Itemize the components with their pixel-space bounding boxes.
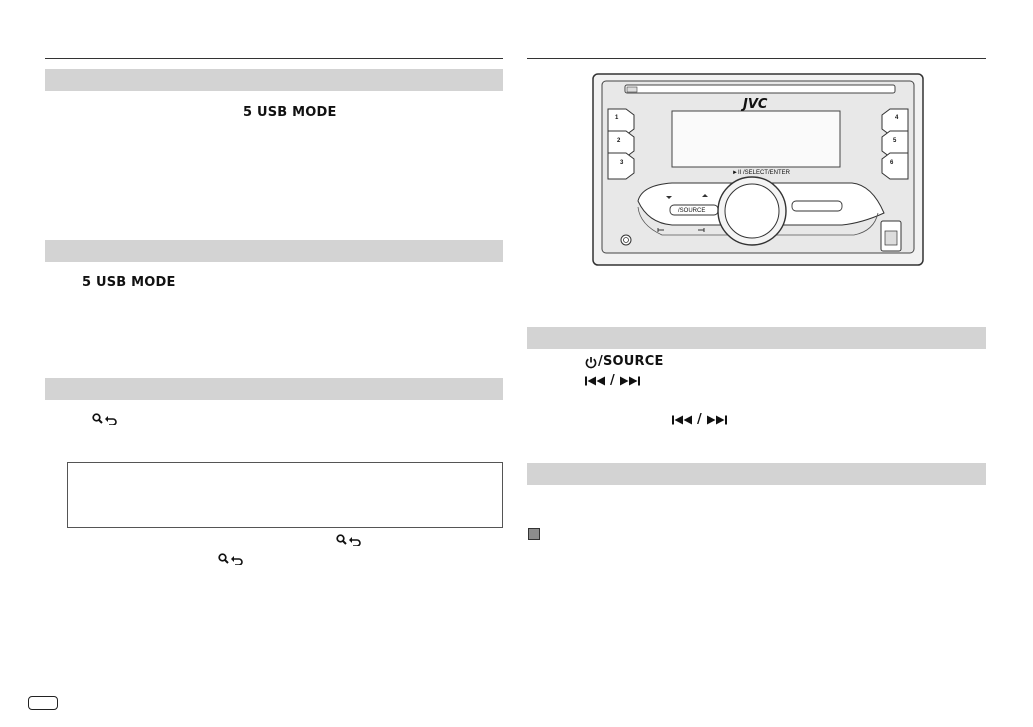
left-section-bar-3 — [45, 378, 503, 400]
usb-mode-label-1: 5 USB MODE — [243, 105, 337, 120]
search-back-icon — [92, 413, 118, 425]
preset-key-1: 1 — [615, 115, 619, 121]
right-top-rule — [527, 58, 986, 59]
note-box — [67, 462, 503, 528]
search-back-icon — [218, 553, 244, 565]
preset-key-6: 6 — [890, 160, 894, 166]
skip-back-icon — [585, 376, 607, 386]
skip-separator: / — [610, 373, 615, 388]
left-section-bar-1 — [45, 69, 503, 91]
preset-key-4: 4 — [895, 115, 899, 121]
right-section-bar-1 — [527, 327, 986, 349]
skip-forward-icon — [620, 376, 642, 386]
source-button-label: /SOURCE — [598, 354, 664, 369]
left-top-rule — [45, 58, 503, 59]
skip-back-icon — [672, 415, 694, 425]
right-section-bar-2 — [527, 463, 986, 485]
search-back-icon — [336, 534, 362, 546]
left-section-bar-2 — [45, 240, 503, 262]
usb-mode-label-2: 5 USB MODE — [82, 275, 176, 290]
device-source-label: /SOURCE — [678, 208, 706, 214]
device-brand-logo: JVC — [743, 97, 768, 112]
skip-separator: / — [697, 412, 702, 427]
page-language-badge — [28, 696, 58, 710]
preset-key-2: 2 — [617, 138, 621, 144]
preset-key-5: 5 — [893, 138, 897, 144]
subsection-square-marker — [528, 528, 540, 540]
skip-forward-icon — [707, 415, 729, 425]
power-icon — [585, 356, 597, 369]
device-select-label: ►II /SELECT/ENTER — [732, 170, 790, 176]
preset-key-3: 3 — [620, 160, 624, 166]
